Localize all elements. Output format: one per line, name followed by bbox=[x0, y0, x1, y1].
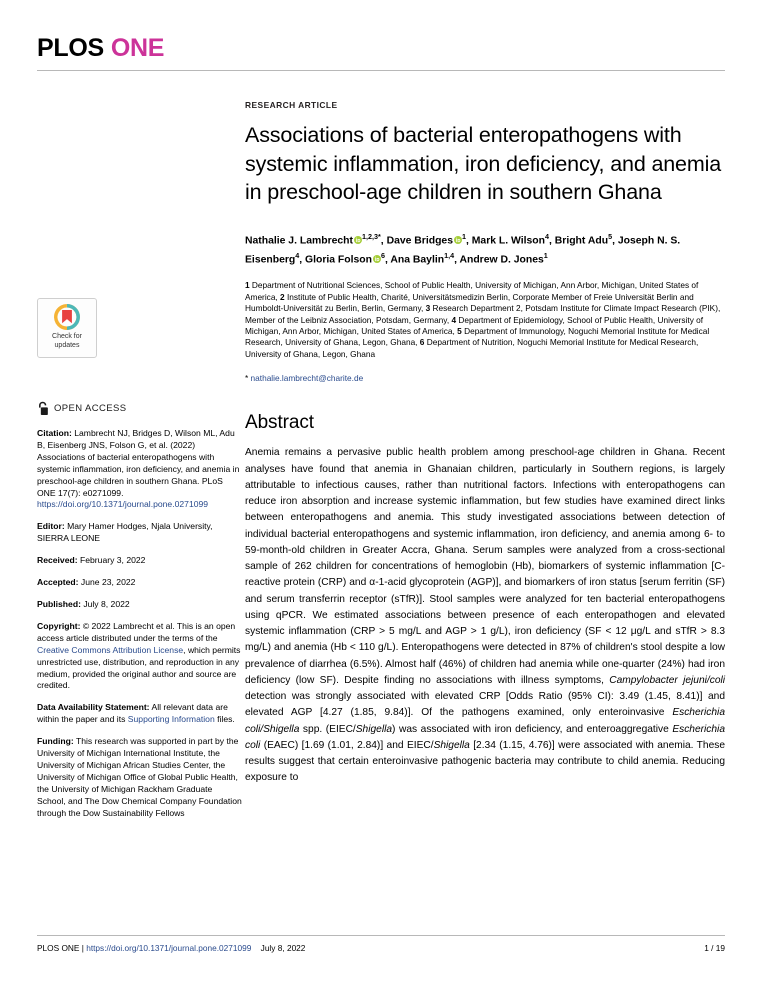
copyright-text-after: , which permits unrestricted use, distribution, and reproduction in any medium, provided the original author and source are credited. bbox=[37, 644, 241, 691]
article-metadata-sidebar bbox=[37, 100, 243, 819]
copyright-block bbox=[37, 621, 243, 692]
orcid-icon[interactable] bbox=[354, 236, 362, 244]
citation-label: Citation: bbox=[37, 428, 72, 438]
funding-block bbox=[37, 736, 243, 819]
journal-masthead bbox=[37, 36, 725, 71]
funding-text: This research was supported in part by the University of Michigan International Institute, the University of Michigan African Studies Center, the University of Michigan Office of Global Public Health, the University of Michigan Rackham Graduate School, and The Dow Chemical Company Foundation through the Dow Sustainability Fellows bbox=[37, 736, 242, 818]
crossmark-check-for-updates-icon bbox=[53, 303, 81, 331]
accepted-block bbox=[37, 577, 243, 589]
footer-left-group bbox=[37, 943, 305, 953]
data-availability-label: Data Availability Statement: bbox=[37, 702, 150, 713]
open-padlock-icon bbox=[37, 401, 49, 416]
corresponding-author bbox=[245, 373, 725, 384]
data-availability-block bbox=[37, 702, 243, 726]
crossmark-badge[interactable] bbox=[37, 298, 97, 358]
citation-text: Lambrecht NJ, Bridges D, Wilson ML, Adu B, Eisenberg JNS, Folson G, et al. (2022) Associations of bacterial enteropathogens with systemic inflammation, iron deficiency, and anemia in preschool-age children in southern Ghana. PLoS ONE 17(7): e0271099. bbox=[37, 428, 240, 498]
editor-label: Editor: bbox=[37, 521, 65, 532]
page-footer bbox=[37, 935, 725, 953]
creative-commons-license-link[interactable]: Creative Commons Attribution License bbox=[37, 644, 184, 655]
open-access-badge bbox=[37, 401, 243, 416]
affiliation-list: 1 Department of Nutritional Sciences, School of Public Health, University of Michigan, Ann Arbor, Michigan, United States of America, 2 Institute of Public Health, Charité, Universitätsmedizin Berlin, Corporate Member of Freie Universität Berlin and Humboldt-Universität zu Berlin, Berlin, Germany, 3 Research Department 2, Potsdam Institute for Climate Impact Research (PIK), Member of the Leibniz Association, Potsdam, Germany, 4 Department of Epidemiology, School of Public Health, University of Michigan, Ann Arbor, Michigan, United States of America, 5 Department of Immunology, Noguchi Memorial Institute for Medical Research, University of Ghana, Legon, Ghana, 6 Department of Nutrition, Noguchi Memorial Institute for Medical Research, University of Ghana, Legon, Ghana bbox=[245, 280, 721, 359]
abstract-heading: Abstract bbox=[245, 412, 314, 434]
footer-journal-name: PLOS ONE | bbox=[37, 943, 84, 953]
footer-date: July 8, 2022 bbox=[260, 943, 306, 953]
data-availability-text-before: All relevant data are within the paper and its bbox=[37, 702, 228, 725]
footer-divider bbox=[37, 935, 725, 936]
received-block bbox=[37, 555, 243, 567]
crossmark-label-line2: updates bbox=[54, 341, 80, 349]
received-value: February 3, 2022 bbox=[77, 555, 146, 566]
orcid-icon[interactable] bbox=[454, 236, 462, 244]
page-body bbox=[37, 100, 725, 819]
orcid-icon[interactable] bbox=[373, 255, 381, 263]
editor-value: Mary Hamer Hodges, Njala University, SIERRA LEONE bbox=[37, 521, 213, 544]
open-access-label: OPEN ACCESS bbox=[54, 403, 127, 414]
article-main-column bbox=[245, 100, 725, 787]
accepted-label: Accepted: bbox=[37, 577, 79, 588]
published-value: July 8, 2022 bbox=[80, 598, 130, 609]
citation-block bbox=[37, 428, 243, 511]
footer-doi-link[interactable]: https://doi.org/10.1371/journal.pone.0271099 bbox=[86, 943, 252, 953]
editor-block bbox=[37, 521, 243, 545]
masthead-divider bbox=[37, 70, 725, 71]
supporting-information-link[interactable]: Supporting Information bbox=[127, 714, 215, 725]
logo-one-text: ONE bbox=[110, 34, 165, 62]
logo-plos-text: PLOS bbox=[37, 34, 104, 62]
article-title: Associations of bacterial enteropathogens with systemic inflammation, iron deficiency, and anemia in preschool-age children in southern Ghana bbox=[245, 123, 722, 204]
copyright-label: Copyright: bbox=[37, 620, 81, 631]
corresponding-email-link[interactable]: nathalie.lambrecht@charite.de bbox=[250, 373, 364, 384]
citation-doi-link[interactable]: https://doi.org/10.1371/journal.pone.0271099 bbox=[37, 499, 209, 510]
plos-one-logo[interactable] bbox=[37, 36, 725, 61]
copyright-text-before: © 2022 Lambrecht et al. This is an open access article distributed under the terms of the bbox=[37, 620, 236, 643]
funding-label: Funding: bbox=[37, 736, 74, 747]
article-type-kicker: RESEARCH ARTICLE bbox=[245, 100, 338, 110]
accepted-value: June 23, 2022 bbox=[78, 577, 136, 588]
abstract-text: Anemia remains a pervasive public health problem among preschool-age children in Ghana. Recent analyses have found that anemia in Ghanaian children, particularly in Southern regions, is largely attributable to infectious causes, rather than nutritional factors. Infections with enteropathogens can reduce iron absorption and increase systemic inflammation, but few studies have examined direct links between enteropathogens and anemia. This study investigated associations between detection of individual bacterial enteropathogens and systemic inflammation, iron deficiency, and anemia among 6- to 59-month-old children in Greater Accra, Ghana. Serum samples were analyzed from a cross-sectional sample of 262 children for concentrations of hemoglobin (Hb), biomarkers of systemic inflammation [C-reactive protein (CRP) and α-1-acid glycoprotein (AGP)], and biomarkers of iron status [serum ferritin (SF) and serum transferrin receptor (sTfR)]. Stool samples were analyzed for ten bacterial enteropathogens using qPCR. We estimated associations between presence of each enteropathogen and elevated systemic inflammation (CRP > 5 mg/L and AGP > 1 g/L), iron deficiency (SF < 12 μg/L and sTfR > 8.3 mg/L) and anemia (Hb < 110 g/L). Enteropathogens were detected in 87% of children's stool despite a low prevalence of diarrhea (6.5%). Almost half (46%) of children had anemia while one-quarter (24%) had iron deficiency (low SF). Despite finding no associations with illness symptoms, Campylobacter jejuni/coli detection was strongly associated with elevated CRP [Odds Ratio (95% CI): 3.49 (1.45, 8.41)] and elevated AGP [4.27 (1.85, 9.84)]. Of the pathogens examined, only enteroinvasive Escherichia coli/Shigella spp. (EIEC/Shigella) was associated with iron deficiency, and enteroaggregative Escherichia coli (EAEC) [1.69 (1.01, 2.84)] and EIEC/Shigella [2.34 (1.15, 4.76)] were associated with anemia. These results suggest that certain enteroinvasive pathogenic bacteria may contribute to child anemia. Reducing exposure to bbox=[245, 447, 726, 784]
published-block bbox=[37, 599, 243, 611]
corresponding-marker: * bbox=[245, 373, 249, 384]
author-list: Nathalie J. Lambrecht $^{1,2,3*}$, Dave Bridges $^1$, Mark L. Wilson$^4$, Bright Adu$^5$, Joseph N. S. Eisenberg$^4$, Gloria Folson $^6$, Ana Baylin$^{1,4}$, Andrew D. Jones$^1$ bbox=[245, 231, 681, 266]
footer-page-number: 1 / 19 bbox=[704, 943, 725, 953]
received-label: Received: bbox=[37, 555, 78, 566]
data-availability-text-after: files. bbox=[214, 714, 235, 725]
published-label: Published: bbox=[37, 598, 81, 609]
crossmark-label-line1: Check for bbox=[52, 333, 82, 340]
